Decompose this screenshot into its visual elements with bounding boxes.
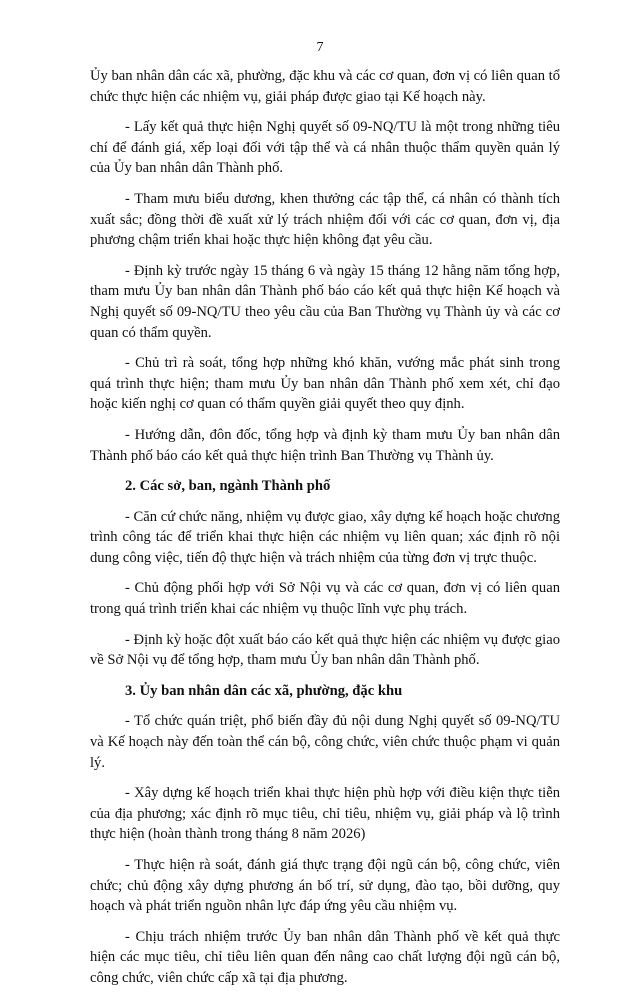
paragraph: - Xây dựng kế hoạch triển khai thực hiện phù hợp với điều kiện thực tiễn của địa phương; xác định rõ mục tiêu, chỉ tiêu, nhiệm vụ, giải pháp và lộ trình thực hiện (hoàn thành trong tháng 8 năm 2026) xyxy=(90,785,560,843)
paragraph: - Thực hiện rà soát, đánh giá thực trạng đội ngũ cán bộ, công chức, viên chức; chủ động xây dựng phương án bố trí, sử dụng, đào tạo, bồi dưỡng, quy hoạch và phát triển nguồn nhân lực đáp ứng yêu cầu nhiệm vụ. xyxy=(90,857,560,915)
document-body xyxy=(90,66,560,999)
section-heading: 2. Các sở, ban, ngành Thành phố xyxy=(125,478,331,495)
paragraph: - Căn cứ chức năng, nhiệm vụ được giao, xây dựng kế hoạch hoặc chương trình công tác để triển khai thực hiện các nhiệm vụ liên quan; xác định rõ nội dung công việc, tiến độ thực hiện và trách nhiệm của từng đơn vị trực thuộc. xyxy=(90,508,560,566)
paragraph: - Tham mưu biểu dương, khen thưởng các tập thể, cá nhân có thành tích xuất sắc; đồng thời đề xuất xử lý trách nhiệm đối với các cơ quan, đơn vị, địa phương chậm triển khai hoặc thực hiện không đạt yêu cầu. xyxy=(90,190,560,249)
page-number: 7 xyxy=(316,40,324,55)
paragraph: - Hướng dẫn, đôn đốc, tổng hợp và định kỳ tham mưu Ủy ban nhân dân Thành phố báo cáo kết quả thực hiện trình Ban Thường vụ Thành ủy. xyxy=(90,426,560,464)
paragraph: - Chủ trì rà soát, tổng hợp những khó khăn, vướng mắc phát sinh trong quá trình thực hiện; tham mưu Ủy ban nhân dân Thành phố xem xét, chỉ đạo hoặc kiến nghị cơ quan có thẩm quyền giải quyết theo quy định. xyxy=(90,355,560,413)
paragraph: - Tổ chức quán triệt, phổ biến đầy đủ nội dung Nghị quyết số 09-NQ/TU và Kế hoạch này đến toàn thể cán bộ, công chức, viên chức thuộc phạm vi quản lý. xyxy=(90,713,560,771)
paragraph: - Chủ động phối hợp với Sở Nội vụ và các cơ quan, đơn vị có liên quan trong quá trình triển khai các nhiệm vụ thuộc lĩnh vực phụ trách. xyxy=(90,580,560,618)
section-heading: 3. Ủy ban nhân dân các xã, phường, đặc khu xyxy=(125,682,403,699)
paragraph: - Định kỳ hoặc đột xuất báo cáo kết quả thực hiện các nhiệm vụ được giao về Sở Nội vụ để tổng hợp, tham mưu Ủy ban nhân dân Thành phố. xyxy=(90,631,560,669)
paragraph: - Lấy kết quả thực hiện Nghị quyết số 09-NQ/TU là một trong những tiêu chí để đánh giá, xếp loại đối với tập thể và cá nhân thuộc thẩm quyền quản lý của Ủy ban nhân dân Thành phố. xyxy=(90,119,560,177)
paragraph: - Chịu trách nhiệm trước Ủy ban nhân dân Thành phố về kết quả thực hiện các mục tiêu, chỉ tiêu liên quan đến nâng cao chất lượng đội ngũ cán bộ, công chức, viên chức cấp xã tại địa phương. xyxy=(90,928,560,986)
paragraph: Ủy ban nhân dân các xã, phường, đặc khu và các cơ quan, đơn vị có liên quan tổ chức thực hiện các nhiệm vụ, giải pháp được giao tại Kế hoạch này. xyxy=(90,68,560,105)
paragraph: - Định kỳ trước ngày 15 tháng 6 và ngày 15 tháng 12 hằng năm tổng hợp, tham mưu Ủy ban nhân dân Thành phố báo cáo kết quả thực hiện Kế hoạch và Nghị quyết số 09-NQ/TU theo yêu cầu của Ban Thường vụ Thành ủy và các cơ quan có thẩm quyền. xyxy=(90,262,560,341)
